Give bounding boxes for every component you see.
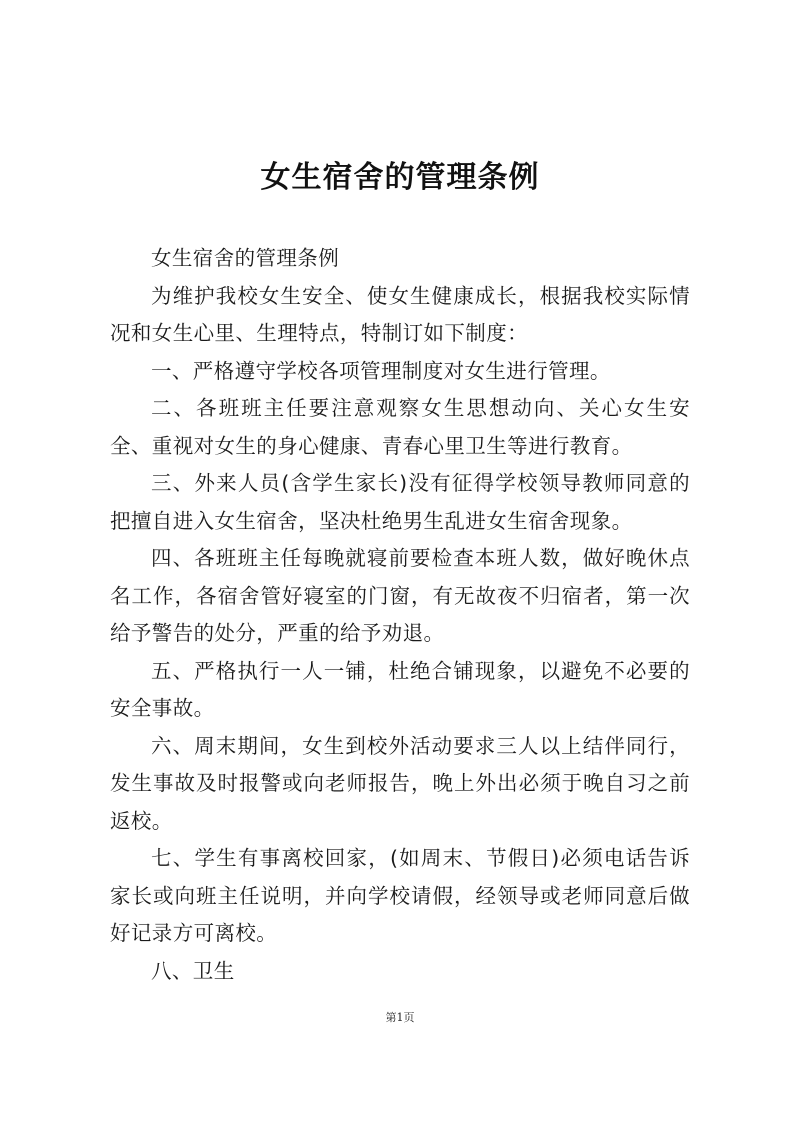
paragraph-rule-6: 六、周末期间，女生到校外活动要求三人以上结伴同行，发生事故及时报警或向老师报告，晚上外出必须于晚自习之前返校。	[110, 733, 690, 833]
paragraph-rule-8: 八、卫生	[151, 958, 235, 983]
paragraph-rule-3: 三、外来人员(含学生家长)没有征得学校领导教师同意的把擅自进入女生宿舍，坚决杜绝男生乱进女生宿舍现象。	[110, 471, 690, 533]
paragraph-rule-2: 二、各班班主任要注意观察女生思想动向、关心女生安全、重视对女生的身心健康、青春心里卫生等进行教育。	[110, 396, 690, 458]
paragraph-rule-4: 四、各班班主任每晚就寝前要检查本班人数，做好晚休点名工作，各宿舍管好寝室的门窗，有无故夜不归宿者，第一次给予警告的处分，严重的给予劝退。	[110, 546, 690, 645]
document-title: 女生宿舍的管理条例	[260, 160, 540, 195]
paragraph-rule-1: 一、严格遵守学校各项管理制度对女生进行管理。	[151, 358, 611, 383]
paragraph-rule-7: 七、学生有事离校回家，(如周末、节假日)必须电话告诉家长或向班主任说明，并向学校请假，经领导或老师同意后做好记录方可离校。	[110, 846, 690, 945]
document-body	[110, 240, 690, 990]
page-number: 第1页	[385, 1011, 415, 1024]
paragraph-intro: 为维护我校女生安全、使女生健康成长，根据我校实际情况和女生心里、生理特点，特制订如下制度：	[110, 283, 690, 345]
paragraph-heading: 女生宿舍的管理条例	[151, 246, 340, 270]
paragraph-rule-5: 五、严格执行一人一铺，杜绝合铺现象，以避免不必要的安全事故。	[110, 658, 690, 720]
